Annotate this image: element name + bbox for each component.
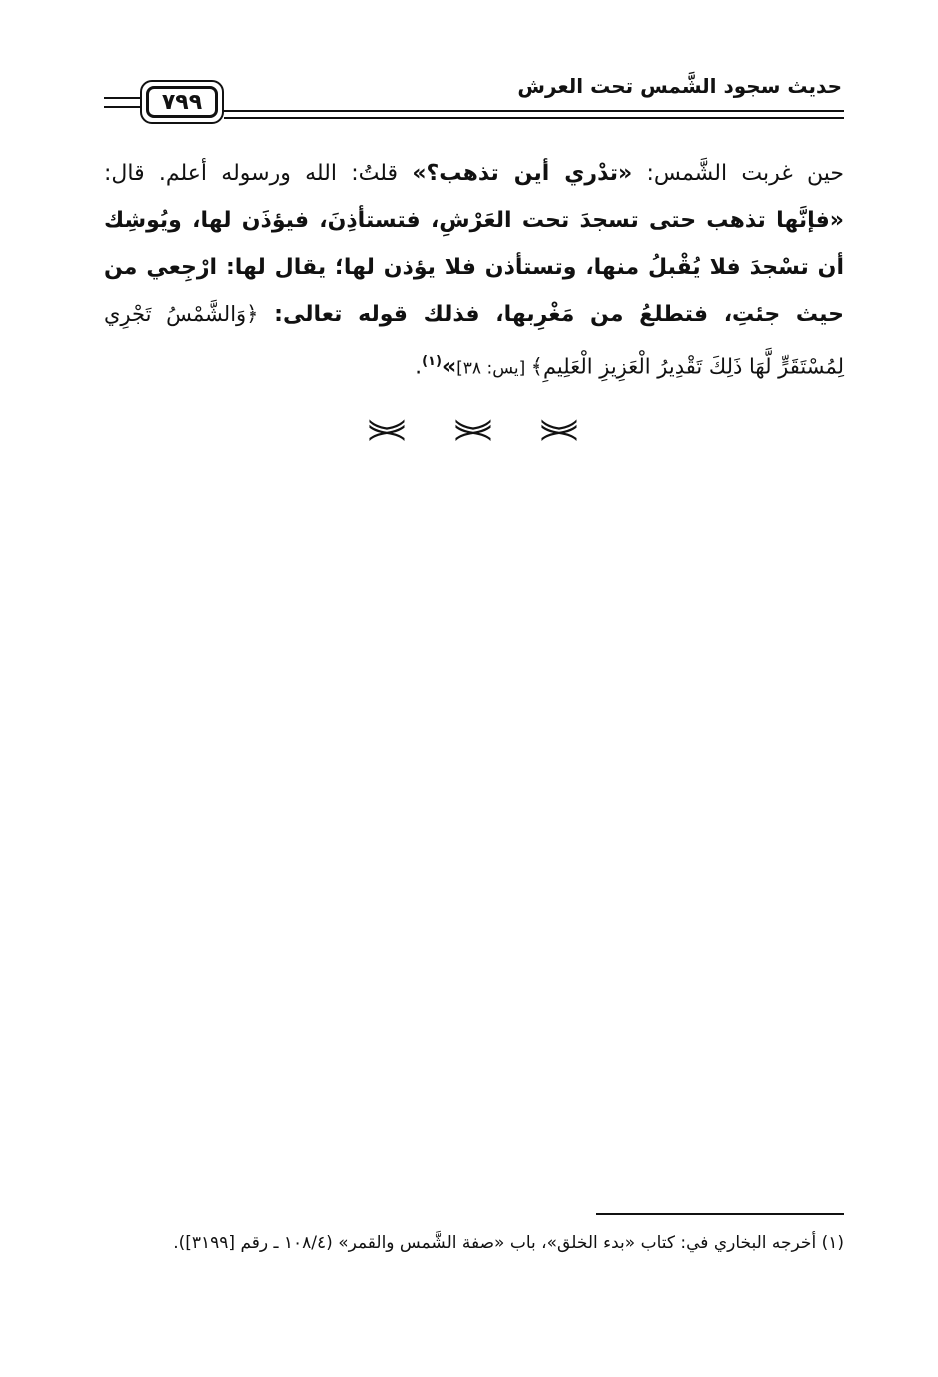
hadith-quote: «فإنَّها تذهب حتى تسجدَ تحت العَرْشِ، فتستأذِنَ، فيؤذَن لها، ويُوشِك أن تسْجدَ فلا يُقْبلُ منها، وتستأذن فلا يؤذن لها؛ يقال لها: ارْجِعي من حيث جئتِ، فتطلعُ من مَغْرِبها، فذلك قوله تعالى: bbox=[104, 208, 844, 327]
footnote-separator bbox=[596, 1213, 844, 1215]
quran-verse: ﴿وَالشَّمْسُ تَجْرِي لِمُسْتَقَرٍّ لَّهَا ذَلِكَ تَقْدِيرُ الْعَزِيزِ الْعَلِيمِ﴾ bbox=[104, 302, 844, 379]
text-intro: حين غربت الشَّمس: bbox=[632, 161, 844, 186]
header-rule-left bbox=[104, 97, 140, 99]
page-number-frame bbox=[140, 80, 224, 124]
ornament-icon: ⋟⋞ bbox=[366, 411, 402, 445]
closing-quote: » bbox=[441, 354, 457, 380]
sentence-end: . bbox=[415, 354, 423, 380]
header-rule-right-lower bbox=[224, 117, 844, 119]
footnote-marker: (١) bbox=[422, 354, 442, 369]
header-rule-left-lower bbox=[104, 106, 140, 108]
quoted-question: «تدْري أين تذهب؟» bbox=[412, 161, 633, 186]
running-header-title: حديث سجود الشَّمس تحت العرش bbox=[517, 74, 842, 98]
header-rule-right bbox=[224, 110, 844, 112]
ornament-icon: ⋟⋞ bbox=[538, 411, 574, 445]
section-divider-ornaments bbox=[362, 408, 578, 448]
text-reply: قلتُ: الله ورسوله أعلم. قال: bbox=[104, 161, 413, 186]
page-number: ٧٩٩ bbox=[146, 86, 218, 118]
ornament-icon: ⋟⋞ bbox=[452, 411, 488, 445]
footnote: (١) أخرجه البخاري في: كتاب «بدء الخلق»، باب «صفة الشَّمس والقمر» (١٠٨/٤ ـ رقم [٣١٩٩]). bbox=[173, 1233, 844, 1253]
hadith-text bbox=[104, 150, 844, 392]
verse-reference: [يس: ٣٨] bbox=[456, 358, 531, 379]
